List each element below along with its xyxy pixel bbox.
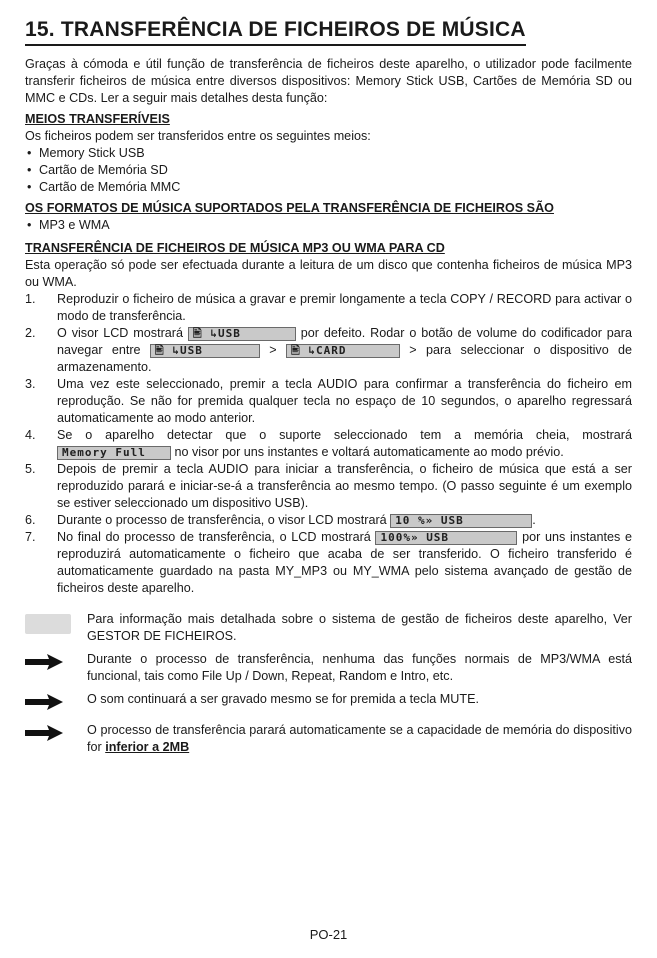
note-text: O som continuará a ser gravado mesmo se for premida a tecla MUTE. [87,692,479,706]
arrow-right-icon [25,725,63,746]
step-item [25,529,632,597]
note-item [25,651,632,685]
step-number: 7. [25,530,36,544]
note-item [25,691,632,708]
list-item: • Cartão de Memória SD [25,162,632,179]
step-item [25,376,632,427]
step-text: Depois de premir a tecla AUDIO para iniciar a transferência, o ficheiro de música que está a ser reproduzido parará e iniciar-se-á a transferência ao mesmo tempo. (O passo seguinte é um exemplo se estiver seleccionado um dispositivo USB). [57,462,632,510]
info-box-icon [25,614,71,634]
note-emphasis: inferior a 2MB [105,740,190,754]
arrow-right-icon [25,654,63,675]
lcd-display: 🖹 ↳USB [150,344,260,358]
page-title: 15. TRANSFERÊNCIA DE FICHEIROS DE MÚSICA [25,18,526,46]
step-text: > [269,343,277,357]
step-item [25,512,632,529]
step-number: 6. [25,513,36,527]
step-number: 5. [25,462,36,476]
note-text: Durante o processo de transferência, nenhuma das funções normais de MP3/WMA está funcional, tais como File Up / Down, Repeat, Random e Intro, etc. [87,652,632,683]
list-item: • MP3 e WMA [25,217,632,234]
step-number: 2. [25,326,36,340]
step-number: 1. [25,292,36,306]
step-item [25,291,632,325]
section-heading-formatos: OS FORMATOS DE MÚSICA SUPORTADOS PELA TRANSFERÊNCIA DE FICHEIROS SÃO [25,201,554,215]
step-text: . [532,513,536,527]
step-text: Durante o processo de transferência, o visor LCD mostrará [57,513,387,527]
formatos-list [25,217,632,234]
step-item [25,325,632,376]
arrow-right-icon [25,694,63,715]
step-text: por uns instantes e reproduzirá automaticamente o ficheiro que acaba de ser transferido. O ficheiro transferido é automaticamente guardado na pasta MY_MP3 ou MY_WMA pelo sistema avançado de gestão de ficheiros deste aparelho. [57,530,633,595]
intro-paragraph: Graças à cómoda e útil função de transferência de ficheiros deste aparelho, o utilizador pode facilmente transferir ficheiros de música entre diversos dispositivos: Memory Stick USB, Cartões de Memória SD ou MMC e CDs. Ler a seguir mais detalhes desta função: [25,57,632,105]
step-item [25,461,632,512]
step-text: Reproduzir o ficheiro de música a gravar e premir longamente a tecla COPY / RECORD para activar o modo de transferência. [57,292,632,323]
lcd-display: Memory Full [57,446,171,460]
lcd-display: 🖹 ↳CARD [286,344,400,358]
page-content [25,18,632,762]
notes [25,611,632,756]
note-text: O processo de transferência parará automaticamente se a capacidade de memória do dispositivo for [87,723,632,754]
step-text: O visor LCD mostrará [57,326,183,340]
step-item [25,427,632,461]
section-heading-meios: MEIOS TRANSFERÍVEIS [25,112,170,126]
meios-text: Os ficheiros podem ser transferidos entre os seguintes meios: [25,129,371,143]
meios-list [25,145,632,196]
step-text: Se o aparelho detectar que o suporte seleccionado tem a memória cheia, mostrará [57,428,632,442]
step-text: por defeito. Rodar o botão de volume do codificador para navegar entre [57,326,632,357]
note-item [25,722,632,756]
page-number: PO-21 [309,927,348,942]
step-text: > para seleccionar o dispositivo de armazenamento. [57,343,633,374]
step-text: Uma vez este seleccionado, premir a tecla AUDIO para confirmar a transferência do ficheiro em reprodução. Se não for premida qualquer tecla no espaço de 10 segundos, o aparelho regressará automaticamente ao modo anterior. [57,377,632,425]
lcd-display: 🖹 ↳USB [188,327,296,341]
list-item: • Memory Stick USB [25,145,632,162]
transfer-text: Esta operação só pode ser efectuada durante a leitura de um disco que contenha ficheiros de música MP3 ou WMA. [25,258,632,289]
step-number: 4. [25,428,36,442]
lcd-display: 10 %» USB [390,514,532,528]
lcd-display: 100%» USB [375,531,517,545]
note-item [25,611,632,645]
section-heading-transfer: TRANSFERÊNCIA DE FICHEIROS DE MÚSICA MP3 OU WMA PARA CD [25,241,445,255]
list-item: • Cartão de Memória MMC [25,179,632,196]
steps-list [25,291,632,597]
step-text: no visor por uns instantes e voltará automaticamente ao modo prévio. [174,445,564,459]
note-text: Para informação mais detalhada sobre o sistema de gestão de ficheiros deste aparelho, Ver GESTOR DE FICHEIROS. [87,612,632,643]
step-number: 3. [25,377,36,391]
step-text: No final do processo de transferência, o LCD mostrará [57,530,371,544]
